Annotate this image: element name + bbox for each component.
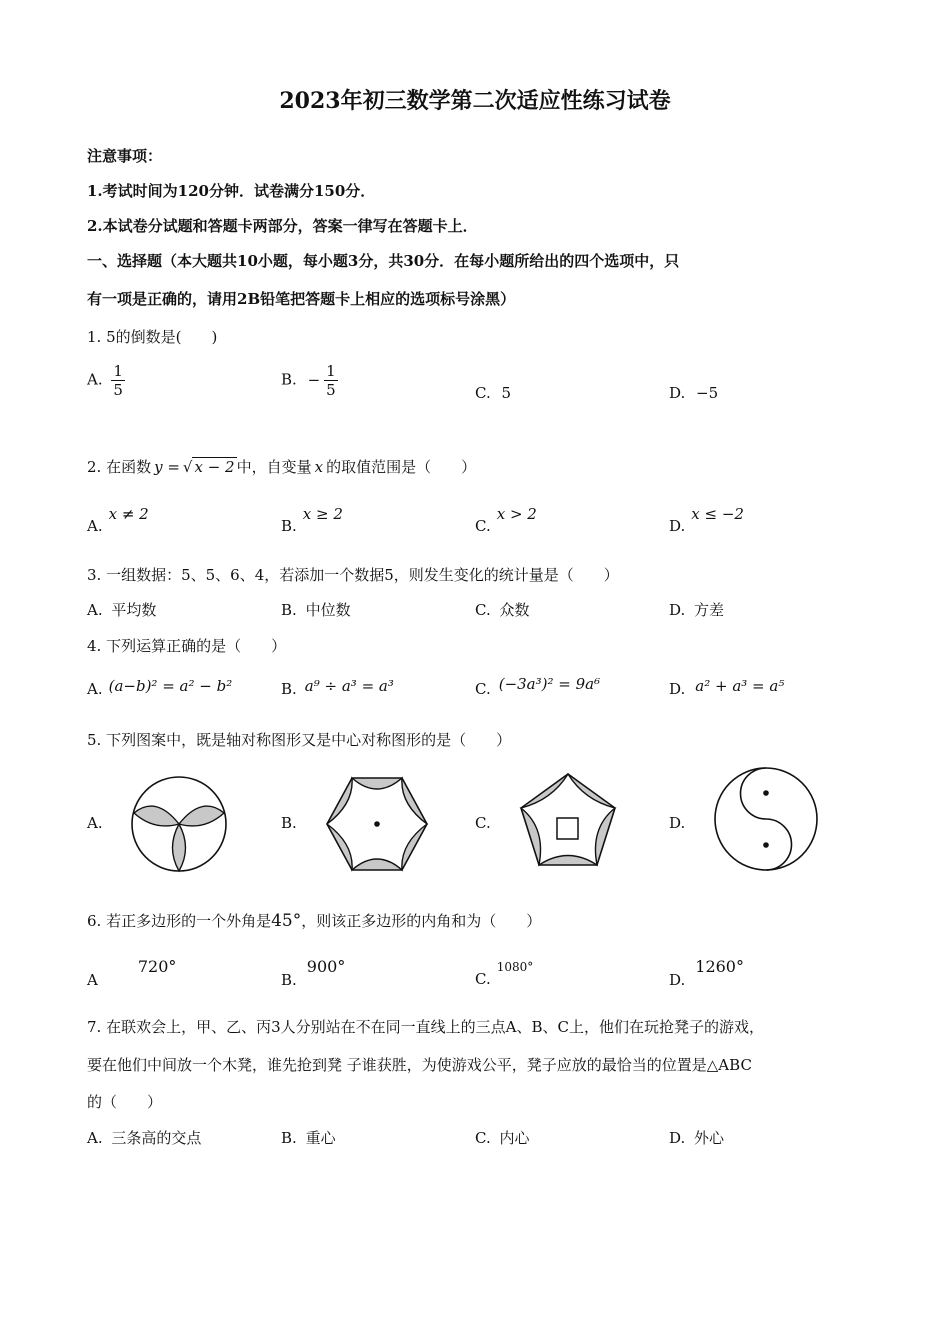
q3-option-a: A. 平均数 <box>87 601 157 619</box>
q1-option-b: B. − $\frac{1}{5}$ <box>281 362 336 399</box>
fraction: $\frac{1}{5}$ <box>113 362 123 399</box>
question-2-stem: 2. 在函数 y = √ x − 2 中，自变量 x 的取值范围是（ ） <box>87 458 477 476</box>
question-5-stem: 5. 下列图案中，既是轴对称图形又是中心对称图形的是（ ） <box>87 731 512 749</box>
q3-option-d: D. 方差 <box>669 601 725 619</box>
section-heading-line1: 一、选择题（本大题共10小题，每小题3分，共30分．在每小题所给出的四个选项中，只 <box>87 252 680 270</box>
page-title: 2023年初三数学第二次适应性练习试卷 <box>279 88 671 114</box>
section-heading-line2: 有一项是正确的，请用2B铅笔把答题卡上相应的选项标号涂黑） <box>87 290 516 308</box>
q6-option-c: C.$^{1080^\circ}$ <box>475 960 534 988</box>
q5-option-b-label: B. <box>281 814 297 832</box>
q6-option-a: A720° <box>87 957 177 989</box>
question-4-stem: 4. 下列运算正确的是（ ） <box>87 637 287 655</box>
q3-option-b: B. 中位数 <box>281 601 351 619</box>
note-item-2: 2.本试卷分试题和答题卡两部分，答案一律写在答题卡上． <box>87 217 478 235</box>
question-7-stem-line3: 的（ ） <box>87 1093 163 1111</box>
q2-option-a: A.x ≠ 2 <box>87 505 149 535</box>
q1-option-c: C. 5 <box>475 384 512 402</box>
q4-option-b: B. a⁹ ÷ a³ = a³ <box>281 677 394 698</box>
question-7-stem-line2: 要在他们中间放一个木凳，谁先抢到凳 子谁获胜，为使游戏公平，凳子应放的最恰当的位置是△ABC <box>87 1056 752 1074</box>
q7-option-c: C. 内心 <box>475 1129 530 1147</box>
q6-option-d: D.1260° <box>669 957 744 989</box>
notes-heading: 注意事项： <box>87 147 163 165</box>
figure-d-yinyang <box>712 765 820 873</box>
question-7-stem-line1: 7. 在联欢会上，甲、乙、丙3人分别站在不在同一直线上的三点A、B、C上，他们在玩抢凳子的游戏， <box>87 1018 764 1036</box>
note-item-1: 1.考试时间为120分钟．试卷满分150分． <box>87 182 376 200</box>
q2-option-d: D.x ≤ −2 <box>669 505 744 535</box>
q3-option-c: C. 众数 <box>475 601 530 619</box>
q2-option-c: C.x > 2 <box>475 505 537 535</box>
figure-c-pentagon <box>516 770 620 870</box>
q7-option-a: A. 三条高的交点 <box>87 1129 202 1147</box>
question-3-stem: 3. 一组数据：5、5、6、4，若添加一个数据5，则发生变化的统计量是（ ） <box>87 566 619 584</box>
q4-option-a: A. (a−b)² = a² − b² <box>87 677 233 698</box>
q5-option-c-label: C. <box>475 814 491 832</box>
q2-option-b: B.x ≥ 2 <box>281 505 343 535</box>
figure-b-hexagon <box>322 774 432 874</box>
figure-a-trefoil <box>128 773 230 875</box>
q5-option-a-label: A. <box>87 814 103 832</box>
q5-option-d-label: D. <box>669 814 686 832</box>
q6-option-b: B.900° <box>281 957 346 989</box>
question-1-stem: 1. 5的倒数是( ) <box>87 328 218 346</box>
q1-option-d: D. −5 <box>669 384 719 402</box>
question-6-stem: 6. 若正多边形的一个外角是45°，则该正多边形的内角和为（ ） <box>87 911 542 931</box>
q7-option-b: B. 重心 <box>281 1129 336 1147</box>
q4-option-c: C. (−3a³)² = 9a⁶ <box>475 675 601 698</box>
fraction: $\frac{1}{5}$ <box>326 362 336 399</box>
q7-option-d: D. 外心 <box>669 1129 725 1147</box>
q1-option-a: A. $\frac{1}{5}$ <box>87 362 123 399</box>
q4-option-d: D. a² + a³ = a⁵ <box>669 677 785 698</box>
